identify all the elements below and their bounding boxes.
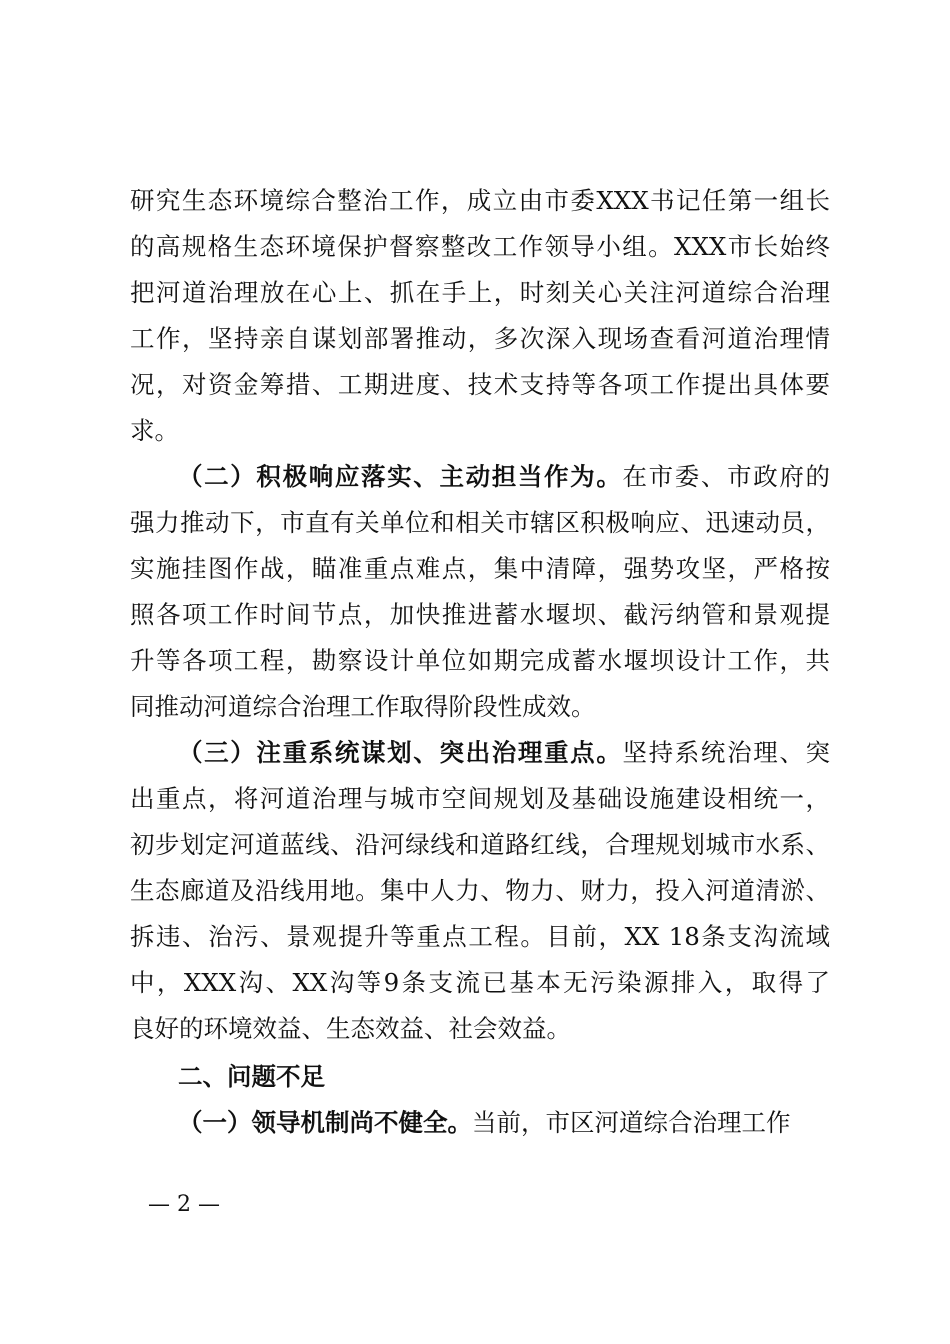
paragraph-line: 工作，坚持亲自谋划部署推动，多次深入现场查看河道治理情: [130, 324, 830, 353]
paragraph-line: 升等各项工程，勘察设计单位如期完成蓄水堰坝设计工作，共: [130, 646, 830, 675]
paragraph-first-line: [178, 1100, 830, 1146]
paragraph-line: 生态廊道及沿线用地。集中人力、物力、财力，投入河道清淤、: [130, 876, 830, 905]
paragraph-line: 实施挂图作战，瞄准重点难点，集中清障，强势攻坚，严格按: [130, 554, 830, 583]
paragraph-line: 况，对资金筹措、工期进度、技术支持等各项工作提出具体要: [130, 370, 830, 399]
paragraph-line: 初步划定河道蓝线、沿河绿线和道路红线，合理规划城市水系、: [130, 830, 830, 859]
paragraph-first-line: [178, 454, 830, 500]
paragraph-lead: （三）注重系统谋划、突出治理重点。: [178, 738, 623, 767]
paragraph-lead: （一）领导机制尚不健全。: [178, 1108, 472, 1137]
paragraph-lead: （二）积极响应落实、主动担当作为。: [178, 462, 623, 491]
paragraph-first-line: [178, 730, 830, 776]
paragraph-line: 出重点，将河道治理与城市空间规划及基础设施建设相统一，: [130, 784, 830, 813]
paragraph-line: 良好的环境效益、生态效益、社会效益。: [130, 1014, 571, 1043]
paragraph-line: 求。: [130, 416, 179, 445]
paragraph-text: 在市委、市政府的: [622, 462, 831, 491]
paragraph-line: 研究生态环境综合整治工作，成立由市委XXX书记任第一组长: [130, 186, 830, 215]
paragraph-line: 的高规格生态环境保护督察整改工作领导小组。XXX市长始终: [130, 232, 830, 261]
paragraph-text: 当前，市区河道综合治理工作: [472, 1108, 791, 1137]
section-heading: 二、问题不足: [178, 1062, 325, 1091]
paragraph-line: 照各项工作时间节点，加快推进蓄水堰坝、截污纳管和景观提: [130, 600, 830, 629]
page-number: — 2 —: [148, 1192, 220, 1217]
paragraph-line: 同推动河道综合治理工作取得阶段性成效。: [130, 692, 596, 721]
paragraph-line: 强力推动下，市直有关单位和相关市辖区积极响应、迅速动员，: [130, 508, 830, 537]
paragraph-line: 中，XXX沟、XX沟等9条支流已基本无污染源排入，取得了: [130, 968, 830, 997]
paragraph-text: 坚持系统治理、突: [622, 738, 831, 767]
paragraph-line: 拆违、治污、景观提升等重点工程。目前，XX 18条支沟流域: [130, 922, 830, 951]
paragraph-line: 把河道治理放在心上、抓在手上，时刻关心关注河道综合治理: [130, 278, 830, 307]
